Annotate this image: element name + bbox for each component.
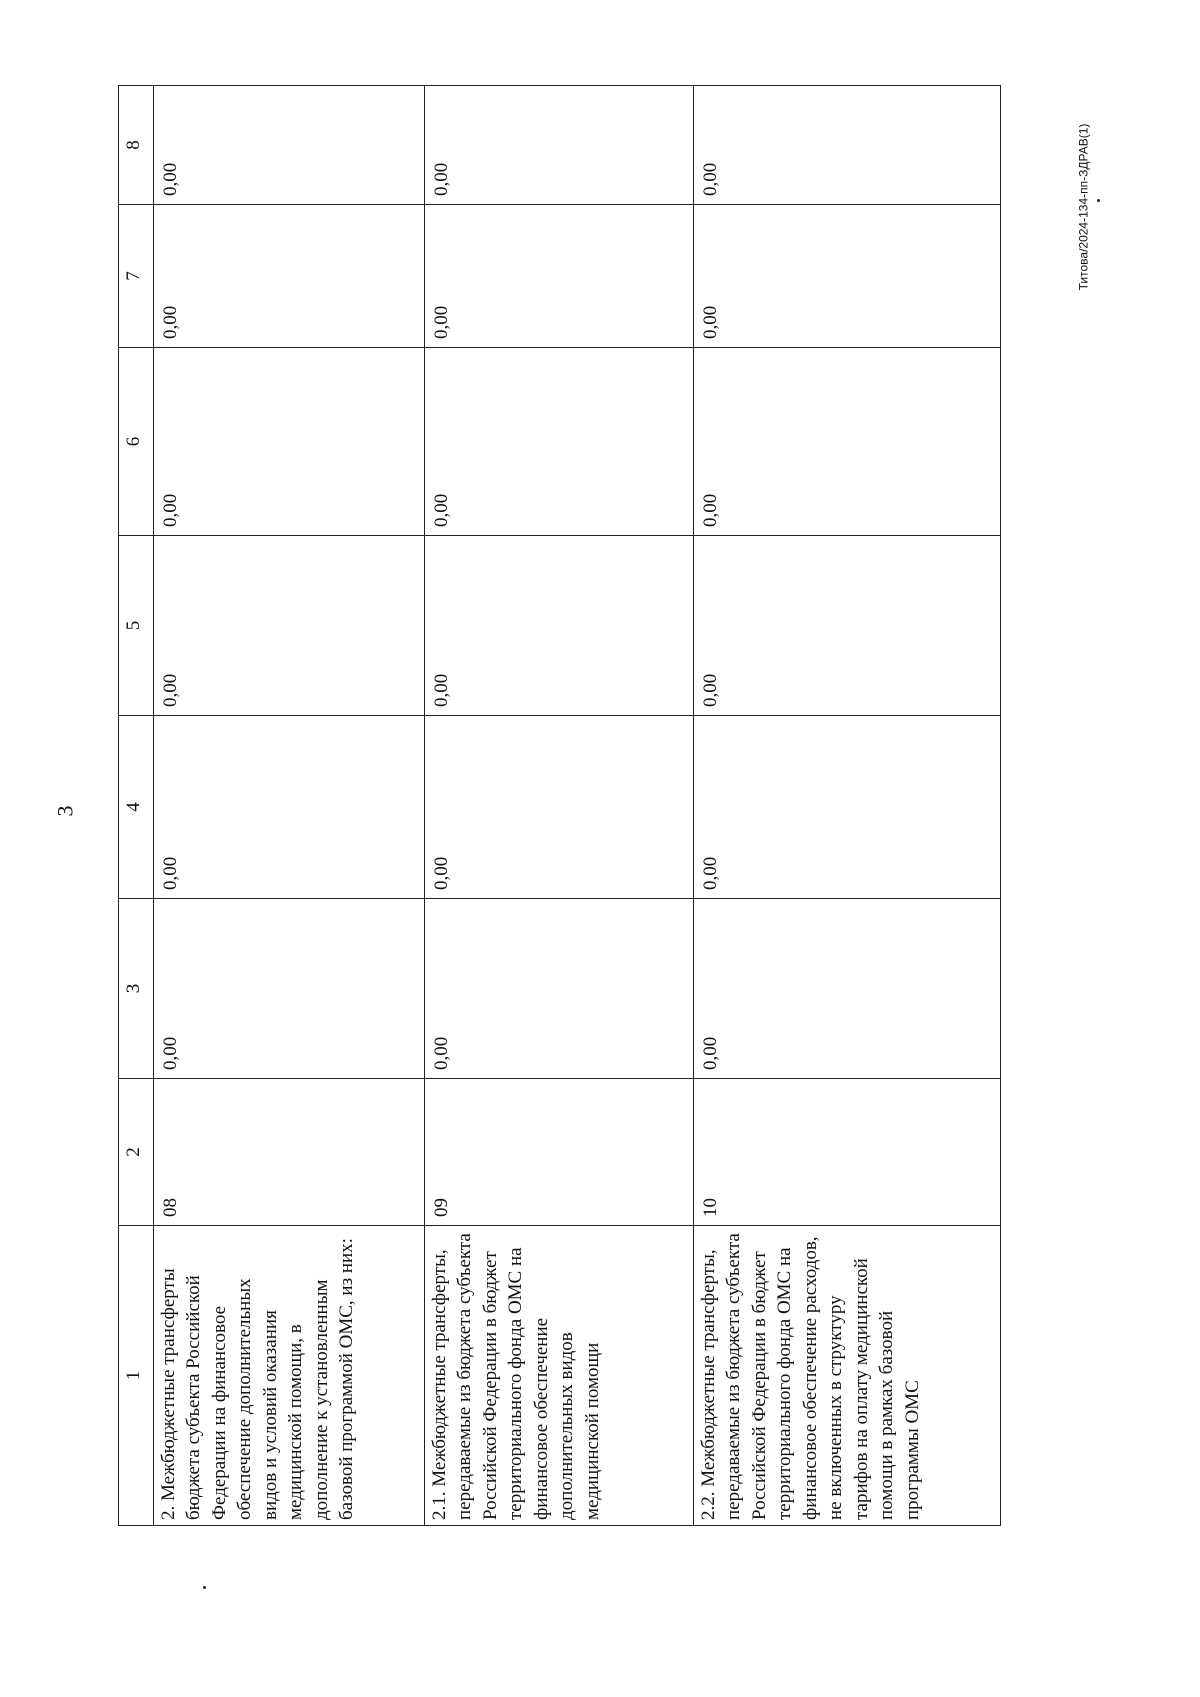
row-label: 2.1. Межбюджетные трансферты, передаваемые из бюджета субъекта Российской Федерации в бюджет территориального фонда ОМС на финансовое обеспечение дополнительных видов медицинской помощи	[425, 1226, 694, 1526]
column-number-row	[119, 86, 154, 1526]
document-code: Титова/2024-134-пп-ЗДРАВ(1)	[1076, 123, 1091, 291]
value-cell: 0,00	[425, 716, 694, 899]
value-cell: 0,00	[694, 86, 1001, 205]
scan-speck	[203, 1586, 206, 1589]
value-cell: 0,00	[154, 348, 425, 536]
column-header: 6	[119, 348, 154, 536]
value-cell: 0,00	[425, 536, 694, 716]
value-cell: 0,00	[694, 205, 1001, 348]
row-label: 2. Межбюджетные трансферты бюджета субъекта Российской Федерации на финансовое обеспечение дополнительных видов и условий оказания медицинской помощи, в дополнение к установленным базовой программой ОМС, из них:	[154, 1226, 425, 1526]
budget-table	[118, 85, 1001, 1526]
table-row	[154, 86, 425, 1526]
value-cell: 0,00	[154, 899, 425, 1079]
budget-table-rotated	[118, 86, 978, 1526]
value-cell: 0,00	[425, 899, 694, 1079]
value-cell: 0,00	[154, 536, 425, 716]
table-row	[425, 86, 694, 1526]
column-header: 5	[119, 536, 154, 716]
row-code: 09	[425, 1079, 694, 1226]
value-cell: 0,00	[425, 348, 694, 536]
column-header: 4	[119, 716, 154, 899]
column-header: 1	[119, 1226, 154, 1526]
column-header: 2	[119, 1079, 154, 1226]
value-cell: 0,00	[694, 348, 1001, 536]
value-cell: 0,00	[154, 205, 425, 348]
column-header: 3	[119, 899, 154, 1079]
scan-speck	[1097, 199, 1100, 202]
value-cell: 0,00	[694, 899, 1001, 1079]
value-cell: 0,00	[425, 86, 694, 205]
value-cell: 0,00	[694, 536, 1001, 716]
table-row	[694, 86, 1001, 1526]
value-cell: 0,00	[154, 86, 425, 205]
value-cell: 0,00	[694, 716, 1001, 899]
row-label: 2.2. Межбюджетные трансферты, передаваемые из бюджета субъекта Российской Федерации в бюджет территориального фонда ОМС на финансовое обеспечение расходов, не включенных в структуру тарифов на оплату медицинской помощи в рамках базовой программы ОМС	[694, 1226, 1001, 1526]
value-cell: 0,00	[154, 716, 425, 899]
column-header: 7	[119, 205, 154, 348]
column-header: 8	[119, 86, 154, 205]
page-number: 3	[52, 805, 78, 817]
value-cell: 0,00	[425, 205, 694, 348]
row-code: 10	[694, 1079, 1001, 1226]
row-code: 08	[154, 1079, 425, 1226]
